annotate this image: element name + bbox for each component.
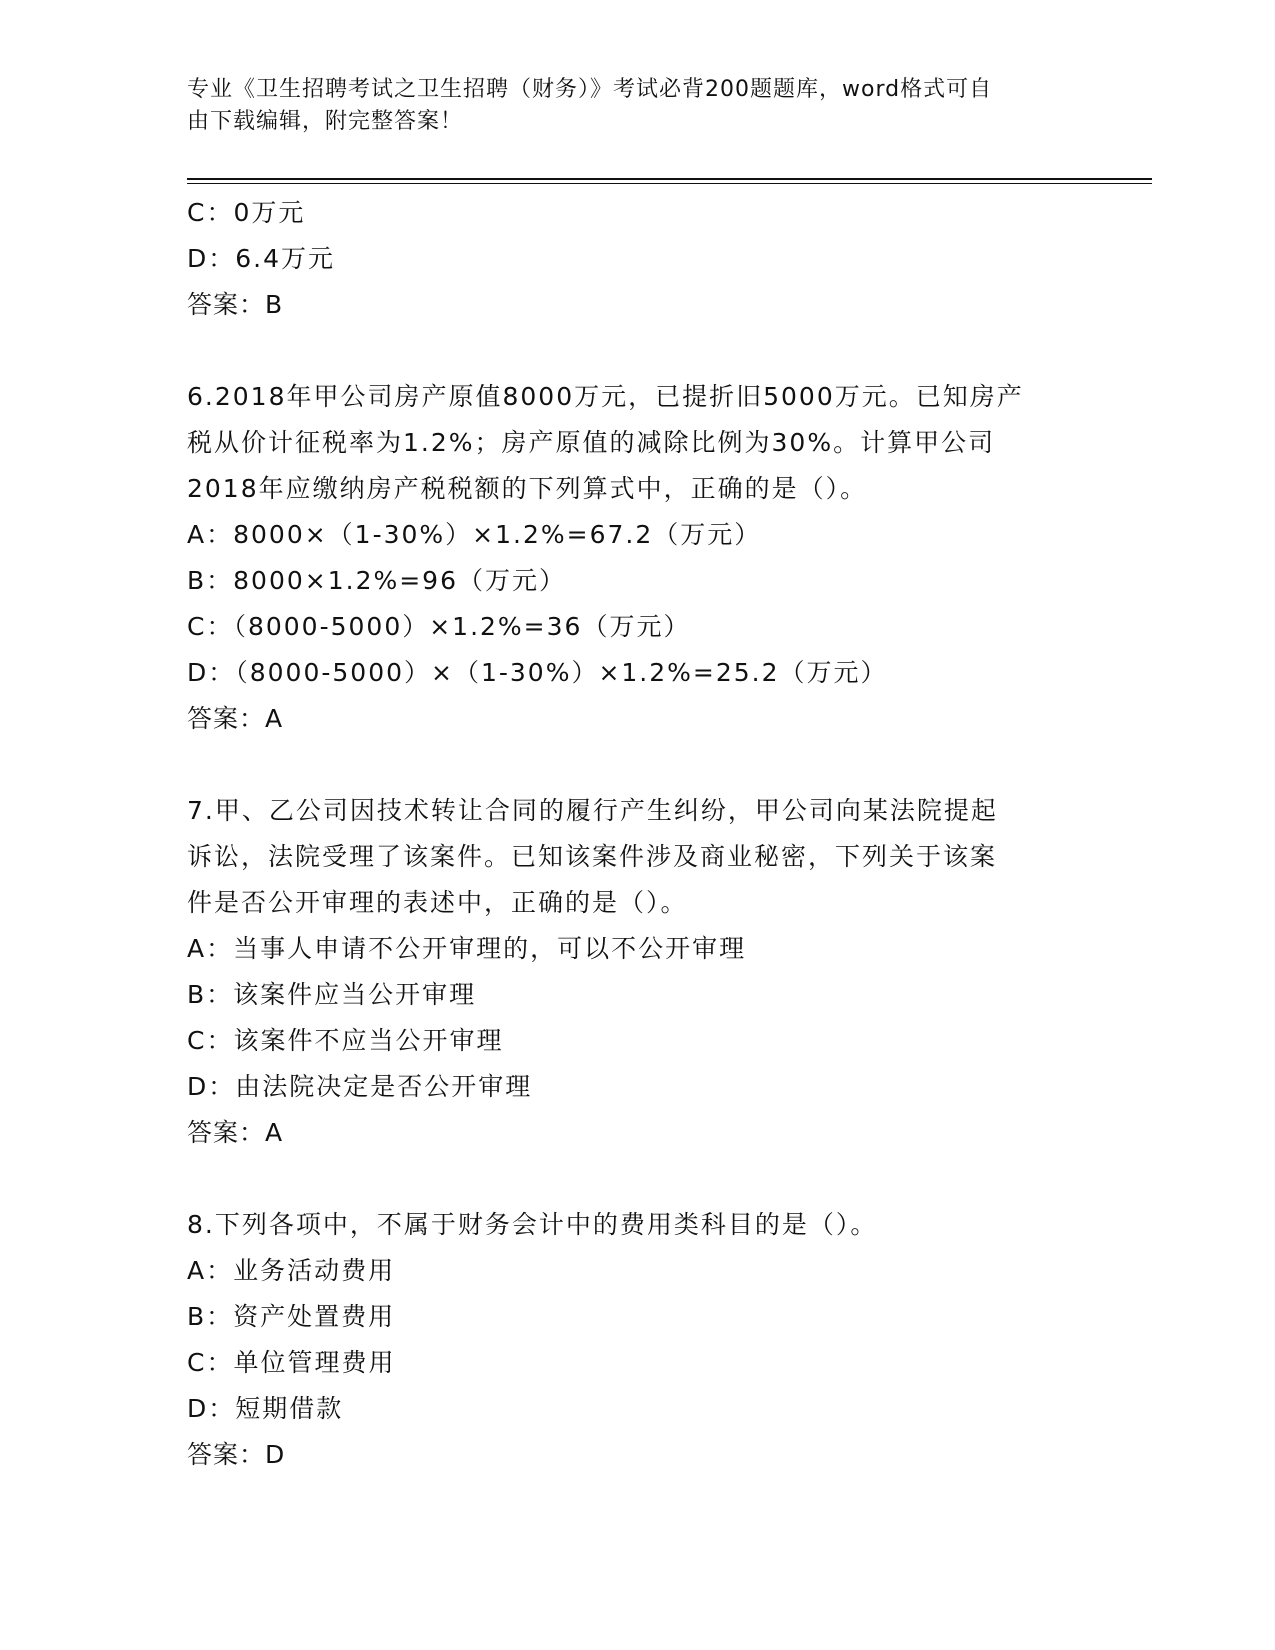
option-c: C：单位管理费用 <box>187 1348 396 1377</box>
option-b: B：8000×1.2%=96（万元） <box>187 566 566 595</box>
answer-line: 答案：A <box>187 704 284 733</box>
option-a: A：当事人申请不公开审理的，可以不公开审理 <box>187 934 747 963</box>
question-text: 件是否公开审理的表述中，正确的是（）。 <box>187 888 688 917</box>
answer-line: 答案：D <box>187 1440 286 1469</box>
option-b: B：资产处置费用 <box>187 1302 396 1331</box>
option-d: D：短期借款 <box>187 1394 344 1423</box>
question-text: 8.下列各项中，不属于财务会计中的费用类科目的是（）。 <box>187 1210 878 1239</box>
spacer <box>187 328 1087 374</box>
option-a: A：8000×（1-30%）×1.2%=67.2（万元） <box>187 520 762 549</box>
option-d: D：（8000-5000）×（1-30%）×1.2%=25.2（万元） <box>187 658 888 687</box>
question-text: 税从价计征税率为1.2%；房产原值的减除比例为30%。计算甲公司 <box>187 428 996 457</box>
option-c: C：（8000-5000）×1.2%=36（万元） <box>187 612 691 641</box>
option-c: C：该案件不应当公开审理 <box>187 1026 504 1055</box>
header-line: 专业《卫生招聘考试之卫生招聘（财务）》考试必背200题题库，word格式可自 <box>187 77 993 102</box>
carryover-question <box>187 190 1087 328</box>
question-7 <box>187 788 1087 1156</box>
question-6 <box>187 374 1087 742</box>
question-content <box>187 190 1087 1478</box>
page-header <box>187 74 1067 138</box>
question-text: 诉讼，法院受理了该案件。已知该案件涉及商业秘密，下列关于该案 <box>187 842 998 871</box>
spacer <box>187 1156 1087 1202</box>
question-text: 2018年应缴纳房产税税额的下列算式中，正确的是（）。 <box>187 474 868 503</box>
header-line: 由下载编辑，附完整答案！ <box>187 109 464 134</box>
header-rule-thin <box>187 183 1152 184</box>
answer-line: 答案：A <box>187 1118 284 1147</box>
question-text: 6.2018年甲公司房产原值8000万元，已提折旧5000万元。已知房产 <box>187 382 1024 411</box>
option-d: D：由法院决定是否公开审理 <box>187 1072 533 1101</box>
option-d: D：6.4万元 <box>187 244 336 273</box>
spacer <box>187 742 1087 788</box>
option-a: A：业务活动费用 <box>187 1256 396 1285</box>
option-c: C：0万元 <box>187 198 306 227</box>
answer-line: 答案：B <box>187 290 284 319</box>
option-b: B：该案件应当公开审理 <box>187 980 477 1009</box>
question-text: 7.甲、乙公司因技术转让合同的履行产生纠纷，甲公司向某法院提起 <box>187 796 998 825</box>
header-rule <box>187 178 1152 180</box>
question-8 <box>187 1202 1087 1478</box>
